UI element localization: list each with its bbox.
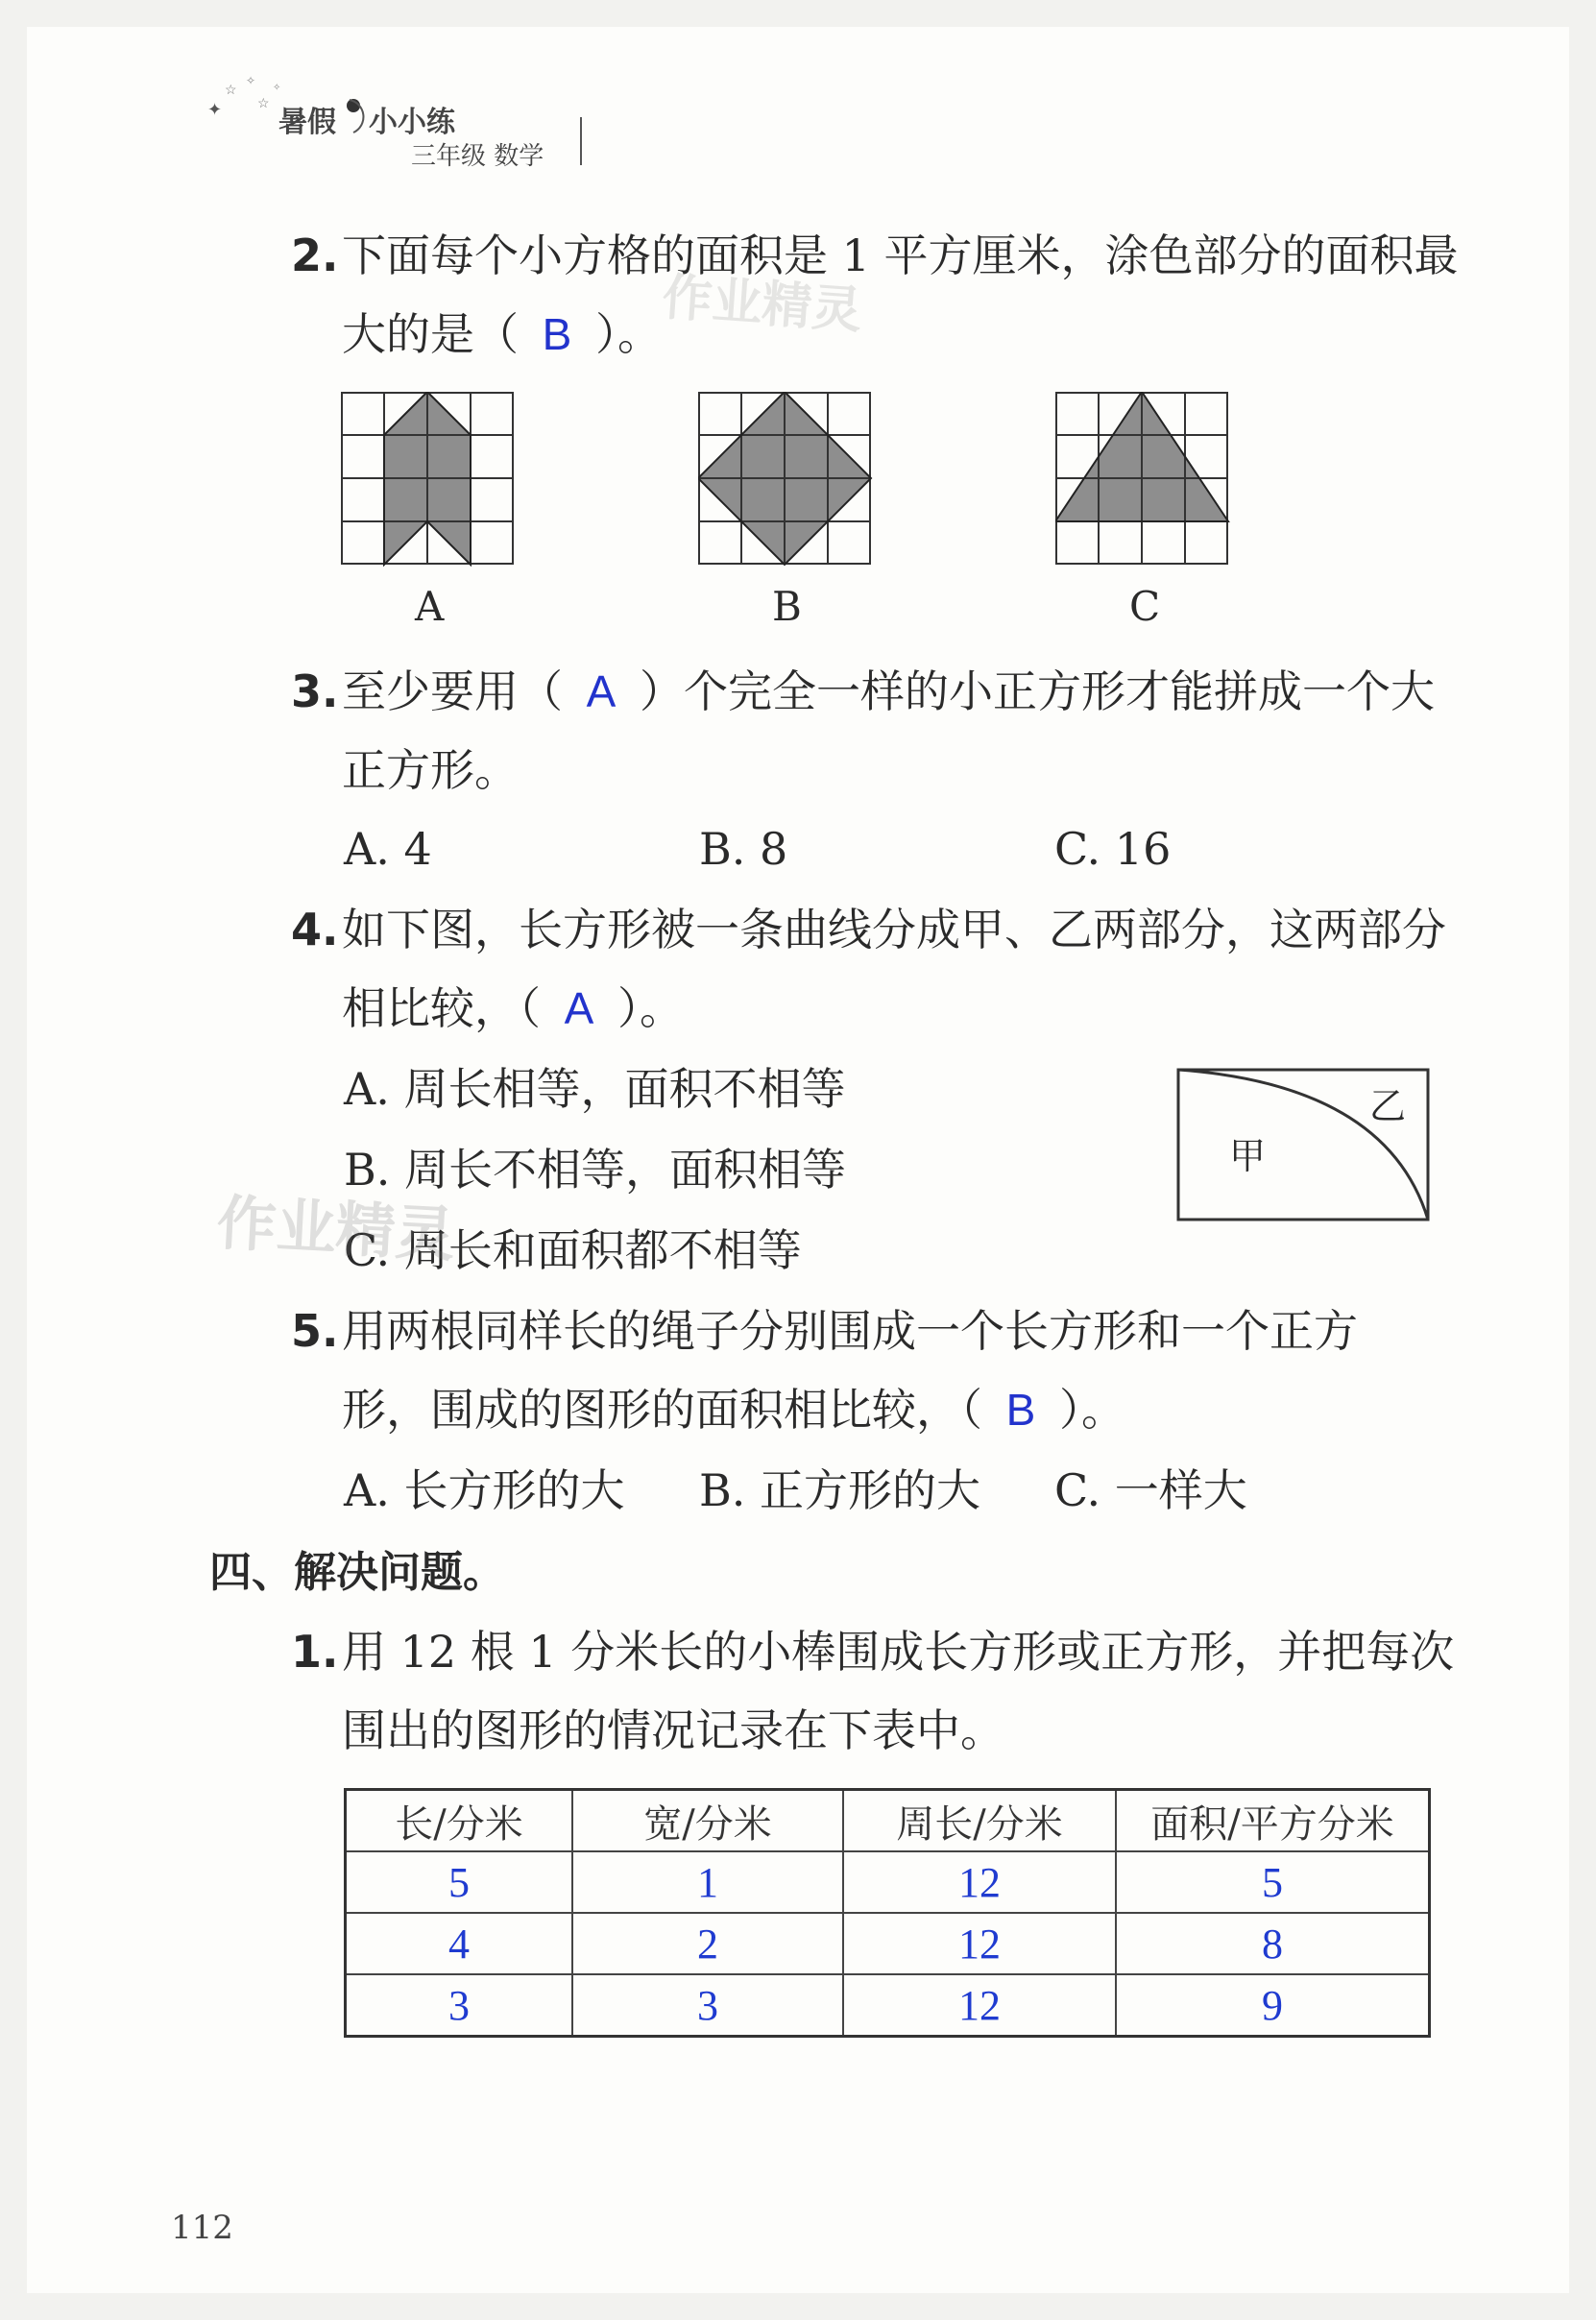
q2-line2 (342, 307, 662, 361)
table-cell: 1 (572, 1851, 843, 1913)
q4-line1: 如下图，长方形被一条曲线分成甲、乙两部分，这两部分 (342, 904, 1446, 955)
figure-c-grid (1055, 392, 1230, 567)
q5-line2-suffix: ）。 (1059, 1384, 1125, 1436)
page-number: 112 (171, 2209, 233, 2247)
table-cell: 9 (1116, 1974, 1430, 2037)
q5-number: 5. (291, 1305, 339, 1357)
q3-number: 3. (291, 665, 339, 717)
table-cell: 2 (572, 1913, 843, 1974)
q5-answer: B (1005, 1385, 1036, 1435)
q3-option-c: C. 16 (1054, 823, 1172, 875)
header-divider (580, 117, 582, 165)
q4-option-b: B. 周长不相等，面积相等 (344, 1144, 847, 1196)
q2-line1: 下面每个小方格的面积是 1 平方厘米，涂色部分的面积最 (342, 230, 1459, 281)
section4-title: 四、解决问题。 (209, 1548, 505, 1597)
q2-answer: B (542, 309, 572, 359)
table-header-area: 面积/平方分米 (1116, 1790, 1430, 1852)
q4-answer: A (564, 983, 594, 1033)
table-cell: 4 (346, 1913, 573, 1974)
p1-line1: 用 12 根 1 分米长的小棒围成长方形或正方形，并把每次 (342, 1626, 1455, 1678)
table-cell: 3 (572, 1974, 843, 2037)
p1-line2: 围出的图形的情况记录在下表中。 (342, 1704, 1004, 1756)
q4-option-c: C. 周长和面积都不相等 (344, 1224, 802, 1276)
header-title-part2: 小小练 (369, 106, 455, 139)
watermark-middle: 作业精灵 (214, 1187, 457, 1270)
figure-b-grid (698, 392, 873, 567)
figure-b-label: B (772, 583, 802, 630)
q4-option-a: A. 周长相等，面积不相等 (344, 1063, 846, 1115)
q4-line2-prefix: 相比较，（ (342, 982, 541, 1034)
q3-option-a: A. 4 (344, 823, 432, 875)
q5-line2-prefix: 形，围成的图形的面积相比较，（ (342, 1384, 982, 1436)
figure-a-label: A (415, 583, 445, 630)
table-cell: 3 (346, 1974, 573, 2037)
table-row (346, 1913, 1430, 1974)
q4-label-yi: 乙 (1369, 1085, 1407, 1127)
svg-text:✦: ✦ (207, 100, 223, 120)
q4-line2-suffix: ）。 (617, 982, 684, 1034)
watermark-top: 作业精灵 (660, 268, 864, 341)
table-cell: 12 (843, 1974, 1116, 2037)
table-header-length: 长/分米 (346, 1790, 573, 1852)
table-header-row (346, 1790, 1430, 1852)
table-cell: 5 (346, 1851, 573, 1913)
svg-text:☆: ☆ (225, 83, 237, 98)
header-title-part1: 暑假 (278, 106, 336, 139)
figure-a-grid (341, 392, 516, 567)
q4-number: 4. (291, 904, 339, 955)
q3-answer: A (586, 666, 617, 716)
q5-option-b: B. 正方形的大 (699, 1464, 981, 1516)
table-cell: 5 (1116, 1851, 1430, 1913)
q5-option-c: C. 一样大 (1054, 1464, 1247, 1516)
q4-line2 (342, 981, 684, 1035)
header-subtitle: 三年级 数学 (411, 142, 544, 171)
svg-text:✧: ✧ (273, 83, 281, 93)
table-cell: 12 (843, 1851, 1116, 1913)
q4-label-jia: 甲 (1229, 1135, 1267, 1177)
svg-text:✧: ✧ (246, 74, 256, 87)
svg-text:☆: ☆ (257, 96, 270, 111)
q3-line1-suffix: ）个完全一样的小正方形才能拼成一个大 (640, 665, 1435, 717)
table-cell: 8 (1116, 1913, 1430, 1974)
table-header-width: 宽/分米 (572, 1790, 843, 1852)
table-header-perimeter: 周长/分米 (843, 1790, 1116, 1852)
q2-line2-prefix: 大的是（ (342, 308, 519, 360)
q2-number: 2. (291, 230, 339, 281)
q3-line2: 正方形。 (342, 744, 519, 796)
record-table (344, 1788, 1431, 2038)
table-row (346, 1974, 1430, 2037)
p1-number: 1. (291, 1626, 339, 1678)
figure-c-label: C (1129, 583, 1161, 630)
q3-line1-prefix: 至少要用（ (342, 665, 563, 717)
table-cell: 12 (843, 1913, 1116, 1974)
q5-option-a: A. 长方形的大 (344, 1464, 625, 1516)
q2-line2-suffix: ）。 (595, 308, 662, 360)
table-row (346, 1851, 1430, 1913)
q3-line1 (342, 665, 1435, 718)
q3-option-b: B. 8 (699, 823, 788, 875)
q5-line2 (342, 1383, 1125, 1437)
q5-line1: 用两根同样长的绳子分别围成一个长方形和一个正方 (342, 1305, 1358, 1357)
